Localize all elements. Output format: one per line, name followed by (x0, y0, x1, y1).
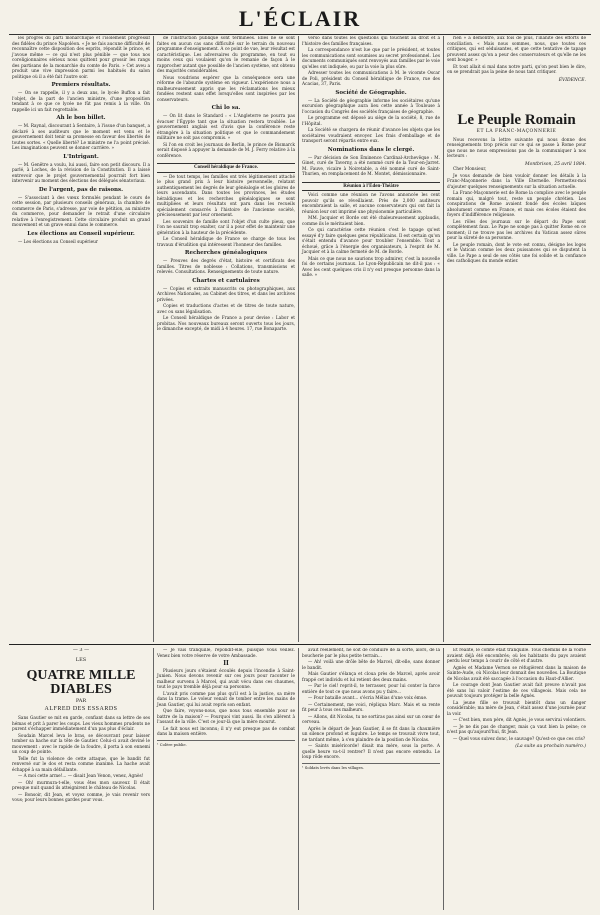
heading-recherches: Recherches généalogiques (184, 250, 268, 256)
paragraph: — Bonsoir, dit Jean, et voyez comme, je vais revenir vers vous; pour leurs bonnes gardes pour vous. (12, 792, 150, 803)
paragraph: de l'instruction publique sont terminées. Elles ne se sont faites en aucun cas sans difficulté sur le terrain du nouveau programme d'enseignement. A ce point de vue, leur résultat est caractéristique. Les adversaires du programme, en tout ou moins ceux qui voulaient qu'on le remanie de façon à le rapprocher autant que possible de l'ancien système, ont obtenu des majorités considérables. (157, 36, 295, 74)
paragraph: Le Conseil héraldique de France a pour devise : Labor et probitas. Nos nouveaux bureaux seront ouverts tous les jours, le dimanche excepté, de midi à 4 heures. 17, rue Bonaparte. (157, 316, 295, 332)
feuilleton-column-2 (154, 648, 299, 910)
paragraph: Telle fut la violence de cette attaque, que le bandit fut renversé sur le dos et resta comme inanimé. La hache avait échappé à sa main défaillante. (12, 756, 150, 773)
paragraph: Et réalité, le comte était tranquille. Tous chemins de la voirie avaient déjà été encombrés; où les habitants du pays avaient perdu leur temps à courir de côté et d'autre. (447, 648, 586, 664)
paragraph: — Preuves des degrés d'état, histoire et certificats des familles. Titres de noblesse : Collations, transmissions et relevés. Consultations. Renseignements de toute nature. (157, 259, 295, 275)
paragraph: La Franc-Maçonnerie est de Rome la complice avec le peuple romain qui, malgré tout, reste un peuple chrétien. Les conspirations de Rome avaient fondé des écoles laïques absolument comme en France, et mais ces écoles étaient des foyers d'indifférence religieuse. (447, 191, 586, 218)
heading-bon-billet: Ah le bon billet. (56, 115, 106, 121)
letter-salutation: Cher Monsieur, (453, 167, 487, 172)
heading-societe-geographie: Société de Géographie. (335, 89, 407, 96)
paragraph: — De tout temps, les familles ont très légitimement attaché le plus grand prix à leur histoire personnelle, relatant authentiquement les degrés de leur généalogie et les gloires de leurs ascendants. Dans toutes les provinces, les études héraldiques et les recherches généalogiques se sont multipliées et leurs résultats ont paru dans les recueils spécialement consacrés à l'histoire de l'ancienne société, préciseusement par leur ornement. (157, 174, 295, 218)
feuilleton-columns (9, 648, 591, 910)
paragraph: Les rôles des journaux sur le départ du Pape sont complètement faux. Le Pape ne songe pas à quitter Rome en ce moment; il ne trouve pas les archives du Vatican assez sûres pour la sûreté de sa personne. (447, 219, 586, 241)
paragraph: Le courage dont Jean Gautier avait fait preuve n'avait pas été sans lui valoir l'estime de ces villageois. Mais cela ne pouvait toujours protéger la belle Agnès. (447, 683, 586, 699)
paragraph: — On se rappelle, il y a deux ans, le lycée Buffon a fait l'objet, de la part de l'ancien ministre, d'une proposition tendant à ce que ce lycée ne fût pas remis à la ville. On rappelle ici un fait regrettable. (12, 91, 150, 113)
column-1 (9, 36, 154, 642)
paragraph: Le Conseil héraldique de France se charge de tous les travaux d'érudition qui intéressent l'honneur des familles. (157, 237, 295, 248)
paragraph: — Je ne dis pas de changer, mais ça vaut bien la peine; ce n'est pas qu'aujourd'hui, fit Jean. (447, 724, 586, 735)
paragraph: La correspondance n'est lue que par le président, et toutes les communications sont soumises au secret professionnel. Les documents communiqués sont renvoyés aux familles par le voie qu'elles ont indiquée, ou par la voie la plus sûre. (302, 48, 440, 70)
heading-conseil-heraldique: Conseil héraldique de France. (157, 163, 295, 173)
column-3 (299, 36, 444, 642)
to-be-continued: (La suite au prochain numéro.) (515, 744, 586, 749)
paragraph: — Copies et extraits manuscrits ou photographiques, aux Archives Nationales, au Cabinet des titres, et dans les archives privées. (157, 286, 295, 303)
paragraph: — Par le ciel! reprit-il, te terrasser, pour lui conter la farce entière de tout ce que nous avons pu y faire... (302, 684, 440, 695)
signature: ÉVIDENCE. (558, 77, 586, 83)
chapter-number: II (223, 660, 229, 667)
feuilleton-column-1 (9, 648, 154, 910)
paragraph: avait réellement, ne soit de conduire de la sorte, alors, de la boucherie par le plus petite terrain... (302, 648, 440, 659)
paragraph: L'avait pris comme pas plus qu'il est à la justice, sa mère dans la trame. Le voleur venait de tomber entre les mains de Jean Gautier, qui lui avait repris son enfant. (157, 691, 295, 708)
paragraph: Si l'on en croit les journaux de Berlin, le prince de Bismarck serait disposé à appuyer la demande de M. J. Ferry relative à la conférence. (157, 142, 295, 159)
paragraph: les progrès du parti monarchique et l'isolement progressif des fidèles du prince Napoléon. « Je ne fais aucune difficulté de reconnaître cette disposition des esprits, répondit le prince, et j'avoue même — ce qui n'est plus pénible — que tous nos coreligionnaires sérieux nous quittent pour grossir les rangs des partisans de la monarchie du comte de Paris. » Cet aveu a produit une vive impression parmi les habitués du salon politique où il a été fait l'autre soir. (12, 36, 150, 80)
news-columns (9, 36, 591, 642)
feuilleton-par: PAR (75, 698, 87, 704)
paragraph: Nous voudrions espérer que la conséquence sera une réforme de l'absurde système en vigueur. L'expérience nous a malheureusement appris que les réclamations les mieux fondées restent sans effet lorsqu'elles sont inspirées par les conservateurs. (157, 75, 295, 103)
paragraph: — Ah! voilà une drôle bête de Marcel, dit-elle, sans donner le bandit. (302, 660, 440, 671)
paragraph: — Oh! murmura-t-elle, vous êtes mon sauveur. Il était presque nuit quand ils atteignirent le château de Nicolas. (12, 780, 150, 791)
letter-date: Montbrison, 25 avril 1884. (525, 161, 586, 167)
paragraph: MM. Jacquier et Borde ont été chaleureusement applaudis, comme ils le méritaient bien. (302, 216, 440, 227)
paragraph: Que faire, voyons-nous, que nous tous ensemble pour se battre de la maison? — Pourquoi vint aussi. Ils s'en allèrent à l'assaut de la ville. C'est ce jour-là que la mère mourut. (157, 709, 295, 725)
paragraph: — Quel vous suivez donc, le sauvage? Qu'est-ce que ces cris? (453, 736, 586, 742)
paragraph: Sans Gautier se mit en garde, confiant dans sa lettre de ses hémas et prit à parer les coups. Les vieux hommes prudents ne purent s'échapper immédiatement d'un pas plus d'éclair. (12, 716, 150, 732)
paragraph: — Saints miséricorde! disait ma mère, sous la porte. A quelle heure va-t-il rentrer? Il n'est pas encore entendu. Le loup rôde encore. (302, 744, 440, 760)
feuilleton-title-prefix: LES (75, 656, 87, 663)
paragraph: Soudain Marcel leva le bras, se découvrant pour laisser tomber sa hache sur la tête de Gautier. Celui-ci avait deviné le mouvement : avec le rapide de la foudre, il porta à son ennemi un coup de pointe. (12, 733, 150, 755)
heading-chi-lo-sa: Chi lo sa. (211, 105, 241, 111)
heading-elections: Les élections au Conseil supérieur. (27, 230, 135, 237)
feuilleton-column-4 (444, 648, 589, 910)
paragraph: — Par décision de Son Éminence Cardinal-Archevêque : M. Ginet, curé de Taverny, a été nommé curé de la Tour-en-Jarret. M. Fauve, vicaire à Noiretable, a été nommé curé de Saint-Thurien, en remplacement de M. Montet, démissionnaire. (302, 155, 440, 177)
article-title-peuple-romain: Le Peuple Romain (457, 112, 576, 128)
paragraph: Copies et traductions d'actes et de titres de toute nature, avec ou sans légalisation. (157, 304, 295, 315)
feuilleton-column-3 (299, 648, 444, 910)
paragraph: Mais Gautier s'élança et cloua près de Marcel, après avoir frappé cet individu et lui retient des deux mains. (302, 672, 440, 683)
heading-argent: De l'argent, pas de raisons. (38, 186, 124, 193)
paragraph: Je vous demande de bien vouloir donner les détails à la Franc-Maçonnerie dans la Ville Éternelle. Permettez-moi d'ajouter quelques renseignements sur la situation actuelle. (447, 173, 586, 190)
paragraph: — C'est bien, mon père, dit Agnès, je vous servirai volontiers. (453, 718, 586, 723)
paragraph: verso dans toutes les questions qui touchent au droit et à l'histoire des familles françaises. (302, 36, 440, 47)
feuilleton-author: ALFRED DES ESSARDS (44, 705, 118, 712)
heading-chartes: Chartes et cartulaires (192, 277, 260, 284)
paragraph: Plusieurs jours s'étaient écoulés depuis l'incendie à Saint-Junien. Nous devons revenir sur ces jours pour raconter le malheur survenu à Marcel, qui avait vécu dans ces chaumes, tout le pays tremble déjà pour sa personne. (157, 668, 295, 690)
paragraph: — Pour bataille avant... s'écria Mélias d'une voix émue. (308, 696, 428, 701)
paragraph: — Allons, dit Nicolas, tu ne sortiras pas ainsi sur un cœur de cerveau. (302, 714, 440, 725)
paragraph: La Société se chargera de réunir d'avance les objets que les sociétaires voudraient envoyer. Les frais d'emballage et de transport seront répartis entre eux. (302, 128, 440, 144)
paragraph: Mais ce que nous ne saurions trop admirer, c'est la nouvelle foi de certains journaux. Le Lyon-Républicain ne dit-il pas : « Avec les cent quelques cris il n'y eut presque personne dans la salle. » (302, 256, 440, 278)
column-2 (154, 36, 299, 642)
paragraph: Et tout allait si mal dans notre parti, qu'on peut bien le dire, on se prendrait pas la peine de nous tant critiquer. (447, 64, 586, 75)
footnote: ¹ Soldats levés dans les villages. (302, 763, 440, 771)
masthead-rule (9, 34, 591, 35)
paragraph: Le fait nous est inconnu; il n'y eut presque pas de combat dans la maison entière. (157, 726, 295, 737)
heading-reunion-eden: Réunion à l'Éden-Théâtre (302, 182, 440, 192)
paragraph: Nous recevons la lettre suivante qui nous donne des renseignements trop précis sur ce qui se passe à Rome pour que nous ne nous empressions pas de la communiquer à nos lecteurs : (447, 137, 586, 159)
paragraph: La jeune fille se trouvait bientôt dans un danger considérable; ma mère de Jean, c'était assez d'une journée pour la voir. (447, 700, 586, 717)
paragraph: — Certainement, me voici, répliqua Marc. Mais et sa rente fit peur à tous ces malheurs. (302, 702, 440, 713)
paragraph: Voici comme une réunion ne l'avons annoncée les cent pouvoir qu'ils se réveillaient. Près de 2,000 auditeurs encombraient la salle, et aucune conservateurs qui ont fait la réunion leur ont imprimé une physionomie particulière. (302, 193, 440, 215)
paragraph: — Les élections au Conseil supérieur (18, 239, 98, 245)
paragraph: — Je vais tranquille, répondit-elle, puisque vous veillez. Venez bien votre réserve de votre Ambassade. (157, 648, 295, 659)
feuilleton-title: QUATRE MILLE DIABLES (26, 668, 136, 697)
feuilleton-number: — 3 — (72, 648, 90, 653)
paragraph: — M. Genêtre a voulu, lui aussi, faire son petit discours. Il a parlé, à Loches, de la révision de la Constitution. Il a laissé entrevoir que le projet gouvernemental pourrait fort bien intervenir au moment des élections des délégués sénatoriaux. (12, 162, 150, 184)
paragraph: Le programme est déposé au siège de la société, 8, rue de l'Hôpital. (302, 116, 440, 127)
paragraph: — A moi cette arme!... — disait Jean Venon, venez, Agnès! (18, 774, 144, 779)
paragraph: Le peuple romain, dont le vote est connu, désigne les loges et le Vatican comme les deux puissances qui se disputent la ville. Le Pape a seul de ses côtés une foi solide et la confiance des catholiques du monde entier. (447, 242, 586, 264)
paragraph: Ce qui caractérise cette réunion c'est le tapage qu'est essayé d'y faire quelques gens républicains. Il est certain qu'on s'était entendu d'avance pour troubler l'ensemble. Tout a échoué, grâce à l'énergie des organisateurs, à l'esprit de M. Jacquier et à la calme fermeté de M. de Borde. (302, 228, 440, 255)
heading-nominations: Nominations dans le clergé. (327, 146, 415, 153)
masthead: L'ÉCLAIR (238, 6, 362, 31)
heading-intrigant: L'Intrigant. (63, 153, 99, 160)
paragraph: Les souvenirs de famille sont l'objet d'un culte pieux, que l'on ne saurait trop exalter, car il a pour effet de maintenir une génération à la hauteur de la précédente. (157, 219, 295, 236)
paragraph: — S'associant à des vœux formulés pendant le cours de cette session, par plusieurs conseils généraux, la chambre de commerce de Paris, s'adresse, par voie de pétition, au ministre du commerce, pour demander le retrait d'une circulaire relative à l'enregistrement. Cette circulaire produit un grand mouvement et un grave ennui dans le commerce. (12, 195, 150, 228)
paragraph: — La Société de géographie informe les sociétaires qu'une excursion géographique aura lieu cette année à Toulouse à l'occasion du Congrès des sociétés françaises de géographie. (302, 98, 440, 115)
paragraph: rien » a démontré, aux fois de plus, l'inanité des efforts de conciliation. « Mais nous sommes, nous, que toutes ces critiques, qui est séduisantes, et que cette tentative de tapage prouvent assez qu'on a peur des conservateurs et qu'elle ne les sent bouger. » (447, 36, 586, 63)
paragraph: Après le départ de Jean Gautier, il se fit dans la chaumière un silence profond et lugubre. Le temps se trouvait vivre tout, ne tardant même, à s'en plaindre de la position de Nicolas. (302, 726, 440, 743)
footnote: ¹ Colère publie. (157, 740, 295, 748)
heading-premiers-resultats: Premiers résultats. (51, 82, 111, 88)
paragraph: Agnès et Madame Vernon se réfugièrent dans la maison de Sainte-Aude, où Nicolas leur donnait des nouvelles. La Boutique de Nicolas avait été saccagée à l'occasion du Haut-d'Allier. (447, 665, 586, 682)
feuilleton-rule (9, 644, 591, 645)
paragraph: — On lit dans le Standard : « L'Angleterre ne pourra pas évacuer l'Égypte tant que la situation restera troublée. Le gouvernement anglais est d'avis que la conférence reste étrangère à la situation politique et que le commandement militaire ne soit pas compromis. » (157, 114, 295, 141)
paragraph: Adresser toutes les communications à M. le vicomte Oscar de Poli, président du Conseil héraldique de France, rue des Acacias, 37, Paris. (302, 71, 440, 87)
article-subtitle: ET LA FRANC-MAÇONNERIE (476, 129, 557, 134)
paragraph: — M. Raynal, discourant à Sentaire, à l'issue d'un banquet, a déclaré à ses auditeurs que le moment est venu et le gouvernement doit tenir sa promesse en faveur des libertés de toutes sortes. « Quelle liberté? Le ministre ne l'a point précisé. Les imaginations peuvent se donner carrière. » (12, 124, 150, 151)
column-4 (444, 36, 589, 642)
